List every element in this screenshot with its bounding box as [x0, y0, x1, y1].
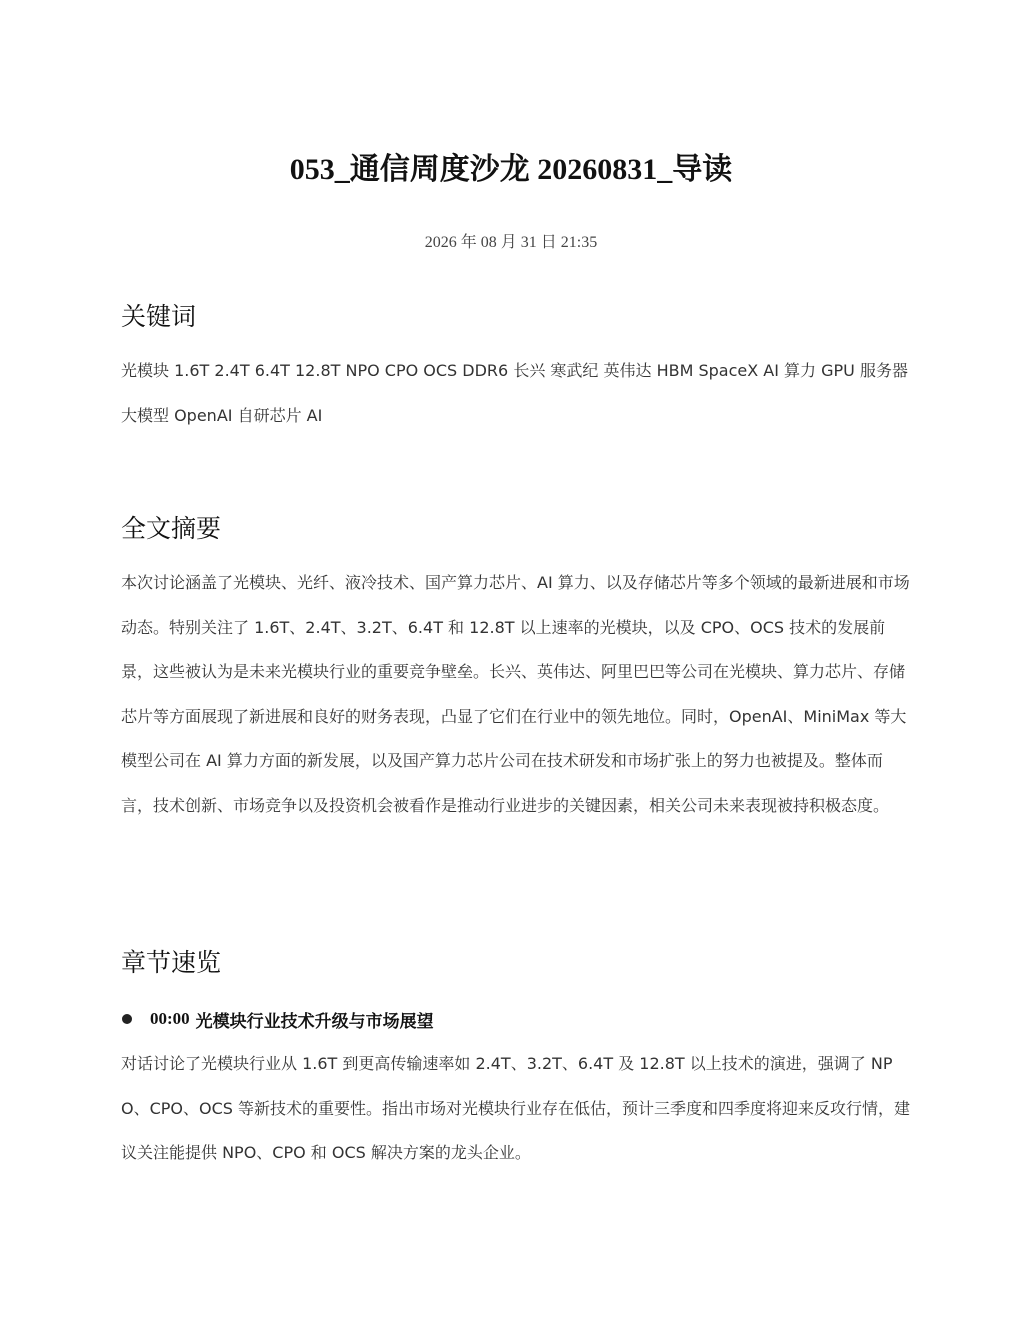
document-title: 053_通信周度沙龙 20260831_导读: [289, 153, 733, 186]
chapter-timestamp: 00:00: [150, 1009, 190, 1028]
summary-text: 本次讨论涵盖了光模块、光纤、液冷技术、国产算力芯片、AI 算力、以及存储芯片等多个领域的最新进展和市场动态。特别关注了 1.6T、2.4T、3.2T、6.4T 和 12.8T 以上速率的光模块，以及 CPO、OCS 技术的发展前景，这些被认为是未来光模块行业的重要竞争壁垒。长兴、英伟达、阿里巴巴等公司在光模块、算力芯片、存储芯片等方面展现了新进展和良好的财务表现，凸显了它们在行业中的领先地位。同时，OpenAI、MiniMax 等大模型公司在 AI 算力方面的新发展，以及国产算力芯片公司在技术研发和市场扩张上的努力也被提及。整体而言，技术创新、市场竞争以及投资机会被看作是推动行业进步的关键因素，相关公司未来表现被持积极态度。: [121, 573, 910, 815]
chapters-heading: 章节速览: [121, 948, 222, 977]
chapter-title: 光模块行业技术升级与市场展望: [195, 1011, 434, 1032]
keywords-heading: 关键词: [121, 302, 197, 331]
bullet-icon: [122, 1014, 132, 1024]
chapter-item: [121, 1004, 434, 1034]
document-date: 2026 年 08 月 31 日 21:35: [424, 234, 598, 251]
keywords-text: 光模块 1.6T 2.4T 6.4T 12.8T NPO CPO OCS DDR6 长兴 寒武纪 英伟达 HBM SpaceX AI 算力 GPU 服务器 大模型 OpenAI 自研芯片 AI: [121, 361, 908, 425]
summary-heading: 全文摘要: [121, 514, 222, 543]
chapter-text: 对话讨论了光模块行业从 1.6T 到更高传输速率如 2.4T、3.2T、6.4T 及 12.8T 以上技术的演进，强调了 NPO、CPO、OCS 等新技术的重要性。指出市场对光模块行业存在低估，预计三季度和四季度将迎来反攻行情，建议关注能提供 NPO、CPO 和 OCS 解决方案的龙头企业。: [121, 1054, 911, 1162]
